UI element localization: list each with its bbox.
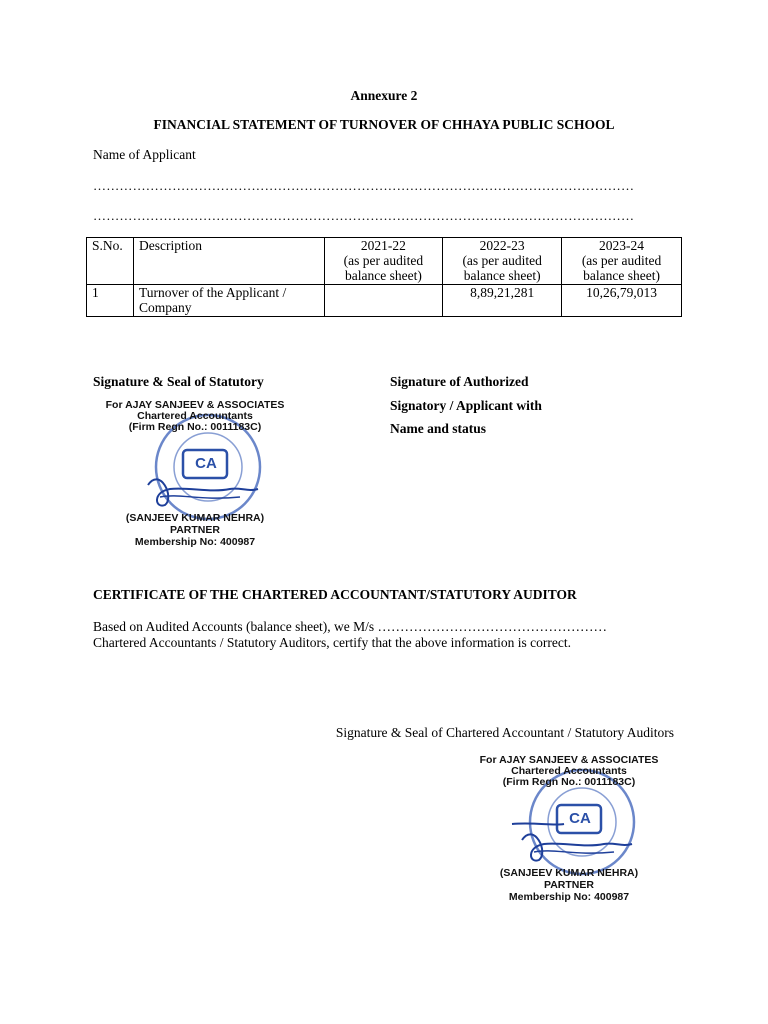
authorized-signature-label-1: Signature of Authorized [390,374,529,389]
stamp-firm-regn: (Firm Regn No.: 0011183C) [502,776,636,788]
stamp-firm-name: For AJAY SANJEEV & ASSOCIATES [479,754,659,766]
stamp-logo: CA [569,810,591,827]
certificate-line-2: Chartered Accountants / Statutory Auditors, certify that the above information is correct. [93,635,571,650]
header-2021-22: 2021-22 (as per audited balance sheet) [324,238,443,285]
table-header-row [87,238,682,285]
certificate-heading: CERTIFICATE OF THE CHARTERED ACCOUNTANT/STATUTORY AUDITOR [93,587,577,602]
stamp-logo: CA [195,455,217,472]
applicant-dotted-line-1: …………………………………………………………………………………………………………… [93,178,635,193]
cell-2023-24: 10,26,79,013 [562,285,682,317]
ca-signature-label: Signature & Seal of Chartered Accountant / Statutory Auditors [335,725,674,740]
annexure-title: Annexure 2 [350,88,418,103]
stamp-partner-name: (SANJEEV KUMAR NEHRA) [499,867,639,879]
statutory-signature-label: Signature & Seal of Statutory [93,374,264,389]
stamp-firm-type: Chartered Accountants [511,765,627,777]
stamp-partner-role: PARTNER [544,879,594,891]
header-2022-23: 2022-23 (as per audited balance sheet) [443,238,562,285]
auditor-stamp-2 [464,752,674,907]
header-sno: S.No. [87,238,134,285]
stamp-firm-name: For AJAY SANJEEV & ASSOCIATES [105,399,285,411]
authorized-signature-label-2: Signatory / Applicant with [390,398,542,413]
stamp-firm-regn: (Firm Regn No.: 0011183C) [128,421,262,433]
authorized-signature-label-3: Name and status [390,421,487,436]
applicant-label: Name of Applicant [93,147,196,162]
stamp-partner-role: PARTNER [170,524,220,536]
applicant-dotted-line-2: …………………………………………………………………………………………………………… [93,208,635,223]
turnover-table [86,237,682,317]
cell-2022-23: 8,89,21,281 [443,285,562,317]
stamp-membership: Membership No: 400987 [134,536,256,548]
cell-sno: 1 [87,285,134,317]
table-row [87,285,682,317]
auditor-stamp-1 [90,397,300,552]
header-2023-24: 2023-24 (as per audited balance sheet) [562,238,682,285]
cell-2021-22 [324,285,443,317]
cell-description: Turnover of the Applicant / Company [133,285,324,317]
document-heading: FINANCIAL STATEMENT OF TURNOVER OF CHHAYA PUBLIC SCHOOL [153,117,615,132]
stamp-firm-type: Chartered Accountants [137,410,253,422]
certificate-line-1: Based on Audited Accounts (balance sheet), we M/s …………………………………………… [93,619,608,634]
header-description: Description [133,238,324,285]
stamp-membership: Membership No: 400987 [508,891,630,903]
stamp-partner-name: (SANJEEV KUMAR NEHRA) [125,512,265,524]
